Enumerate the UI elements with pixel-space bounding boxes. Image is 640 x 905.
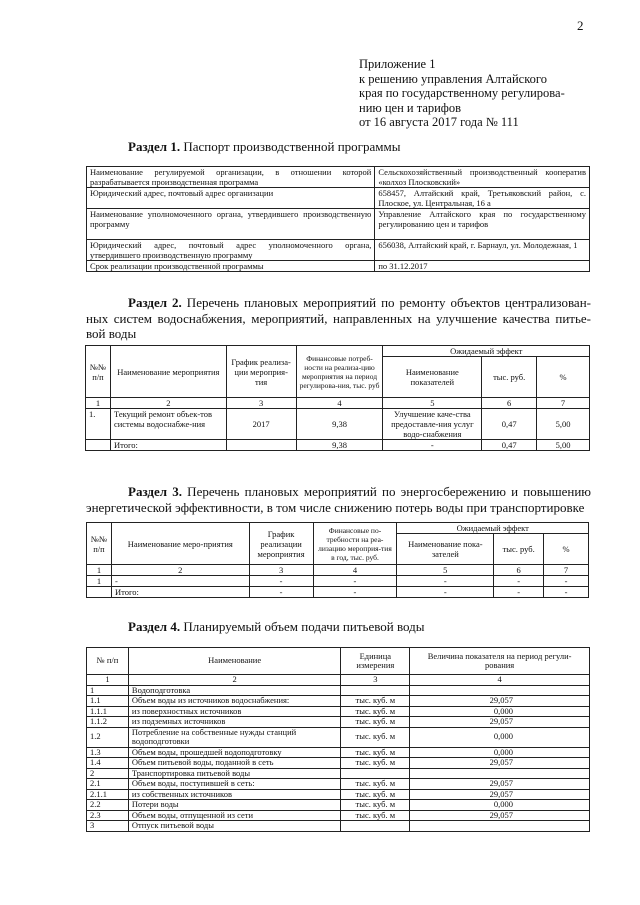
table-cell: тыс. куб. м [341,800,410,811]
page-number: 2 [577,18,584,33]
table-cell: 2 [87,768,129,779]
header-effect: Ожидаемый эффект [383,346,590,357]
table-header-row [87,523,589,534]
table-row [86,409,590,440]
appendix-line: от 16 августа 2017 года № 111 [359,115,519,129]
table-cell: 4 [296,398,383,409]
table-cell: тыс. куб. м [341,706,410,717]
table-cell: 2.2 [87,800,129,811]
table-cell [341,768,410,779]
repair-measures-table [85,345,590,451]
table-cell: 29,057 [410,758,590,769]
table-cell [410,821,590,832]
table-cell: 0,47 [482,409,537,440]
table-cell: 0,000 [410,747,590,758]
table-cell: Юридический адрес, почтовый адрес уполномоченного органа, утвердившего производственную программу [87,240,375,261]
column-number-row [86,398,590,409]
table-cell: 29,057 [410,789,590,800]
table-cell: - [111,576,249,587]
table-cell: 0,000 [410,800,590,811]
table-row [87,779,590,790]
table-cell [410,685,590,696]
table-cell: 6 [494,565,544,576]
table-cell: 5 [397,565,494,576]
table-cell: 3 [341,675,410,686]
table-cell: Объем воды, прошедшей водоподготовку [128,747,340,758]
table-cell: 29,057 [410,810,590,821]
table-cell: 0,000 [410,706,590,717]
table-row [87,696,590,707]
column-number-row [87,675,590,686]
table-cell: 2 [111,565,249,576]
header-schedule: График реализации мероприятия [249,523,313,565]
header-finance: Финансовые по-требности на реа-лизацию мероприя-тия в год, тыс. руб. [313,523,397,565]
table-cell: 5 [383,398,482,409]
table-cell: Транспортировка питьевой воды [128,768,340,779]
table-row [87,188,590,209]
table-cell: Отпуск питьевой воды [128,821,340,832]
table-cell: 2 [128,675,340,686]
table-cell: 9,38 [296,440,383,451]
table-cell: 1.2 [87,727,129,747]
table-row [87,747,590,758]
table-cell: из подземных источников [128,717,340,728]
table-cell: - [397,587,494,598]
table-cell: 5,00 [537,409,590,440]
header-schedule: График реализа-ции мероприя-тия [226,346,296,398]
table-cell: 1 [87,685,129,696]
header-thousand: тыс. руб. [482,357,537,398]
table-row [87,706,590,717]
table-row [87,167,590,188]
table-cell: 29,057 [410,717,590,728]
table-cell: Наименование регулируемой организации, в отношении которой разрабатывается производственная программа [87,167,375,188]
table-row [87,800,590,811]
header-thousand: тыс. руб. [494,534,544,565]
table-row [87,768,590,779]
table-cell: 1.3 [87,747,129,758]
table-cell: - [249,576,313,587]
table-cell: - [383,440,482,451]
table-cell: - [494,576,544,587]
table-cell: - [544,587,589,598]
table-cell: 1.1.2 [87,717,129,728]
table-cell: 29,057 [410,696,590,707]
table-cell: Объем воды, поступившей в сеть: [128,779,340,790]
table-cell [341,685,410,696]
table-cell: тыс. куб. м [341,727,410,747]
table-row [87,810,590,821]
table-row [87,821,590,832]
table-cell: 1.1 [87,696,129,707]
appendix-line: Приложение 1 [359,57,436,71]
table-cell: 3 [249,565,313,576]
table-cell: 2.1 [87,779,129,790]
table-cell: 3 [87,821,129,832]
table-cell: 29,057 [410,779,590,790]
header-name: Наименование мероприятия [110,346,226,398]
table-row [87,685,590,696]
table-cell: 1 [87,576,112,587]
total-row [86,440,590,451]
header-unit: Единица измерения [341,648,410,675]
table-cell: Потери воды [128,800,340,811]
appendix-line: нию цен и тарифов [359,100,462,115]
table-cell: 5,00 [537,440,590,451]
table-cell: 3 [226,398,296,409]
table-cell: 1.1.1 [87,706,129,717]
table-cell: Итого: [111,587,249,598]
table-cell: Юридический адрес, почтовый адрес организации [87,188,375,209]
table-cell: - [397,576,494,587]
header-num: №№ п/п [86,346,111,398]
section2-title: Раздел 2. Перечень плановых мероприятий по ремонту объектов централизован-ных систем водоснабжения, мероприятий, направленных на улучшение качества питье-вой воды [86,295,591,341]
table-cell: 9,38 [296,409,383,440]
table-row [87,261,590,272]
table-cell: 7 [537,398,590,409]
header-indicator: Наименование пока-зателей [397,534,494,565]
table-cell: 0,000 [410,727,590,747]
table-cell: тыс. куб. м [341,789,410,800]
table-cell: Текущий ремонт объек-тов системы водоснабже-ния [110,409,226,440]
table-cell: Сельскохозяйственный производственный кооператив «колхоз Плосковский» [375,167,590,188]
appendix-line: края по государственному регулирова- [359,86,565,100]
table-cell: 1. [86,409,111,440]
table-cell: 1 [86,398,111,409]
table-cell: тыс. куб. м [341,747,410,758]
table-header-row [86,346,590,357]
header-effect: Ожидаемый эффект [397,523,589,534]
table-cell: 7 [544,565,589,576]
table-cell: 2.1.1 [87,789,129,800]
table-cell: - [544,576,589,587]
table-row [87,576,589,587]
table-cell: тыс. куб. м [341,758,410,769]
table-cell [226,440,296,451]
table-cell: из собственных источников [128,789,340,800]
table-cell: Управление Алтайского края по государственному регулированию цен и тарифов [375,209,590,240]
table-cell [341,821,410,832]
table-row [87,758,590,769]
header-num: №№ п/п [87,523,112,565]
header-name: Наименование меро-приятия [111,523,249,565]
table-cell: 6 [482,398,537,409]
header-finance: Финансовые потреб-ности на реализа-цию мероприятия на период регулирова-ния, тыс. руб [296,346,383,398]
table-cell: 4 [410,675,590,686]
column-number-row [87,565,589,576]
table-cell: 1.4 [87,758,129,769]
table-cell: 2.3 [87,810,129,821]
table-cell: Срок реализации производственной программы [87,261,375,272]
table-row [87,209,590,240]
table-cell [87,587,112,598]
table-row [87,789,590,800]
header-value: Величина показателя на период регули-рования [410,648,590,675]
table-row [87,727,590,747]
table-cell: Улучшение каче-ства предоставле-ния услуг водо-снабжения [383,409,482,440]
table-cell: тыс. куб. м [341,779,410,790]
table-header-row [87,648,590,675]
header-num: № п/п [87,648,129,675]
table-cell: - [313,576,397,587]
passport-table [86,166,590,272]
appendix-header [359,57,589,130]
table-cell: Потребление на собственные нужды станций водоподготовки [128,727,340,747]
table-cell [86,440,111,451]
header-percent: % [537,357,590,398]
section4-title: Раздел 4. Планируемый объем подачи питьевой воды [128,619,425,634]
table-cell: 4 [313,565,397,576]
table-cell: 656038, Алтайский край, г. Барнаул, ул. Молодежная, 1 [375,240,590,261]
section1-title: Раздел 1. Паспорт производственной программы [128,139,401,154]
appendix-line: к решению управления Алтайского [359,71,547,86]
table-cell: 658457, Алтайский край, Третьяковский район, с. Плоское, ул. Центральная, 16 а [375,188,590,209]
energy-saving-table [86,522,589,598]
table-cell: 0,47 [482,440,537,451]
table-cell: Объем питьевой воды, поданной в сеть [128,758,340,769]
table-cell: Наименование уполномоченного органа, утвердившего производственную программу [87,209,375,240]
section3-title: Раздел 3. Перечень плановых мероприятий по энергосбережению и повышению энергетической эффективности, в том числе снижению потерь воды при транспортировке [86,484,591,515]
table-cell: Итого: [110,440,226,451]
header-indicator: Наименование показателей [383,357,482,398]
table-cell: 1 [87,675,129,686]
water-supply-table [86,647,590,832]
table-cell: по 31.12.2017 [375,261,590,272]
table-cell: Объем воды, отпущенной из сети [128,810,340,821]
total-row [87,587,589,598]
table-row [87,717,590,728]
table-cell: 2017 [226,409,296,440]
header-name: Наименование [128,648,340,675]
table-cell: - [494,587,544,598]
table-cell: 2 [110,398,226,409]
table-cell: Водоподготовка [128,685,340,696]
header-percent: % [544,534,589,565]
table-cell: тыс. куб. м [341,696,410,707]
table-cell [410,768,590,779]
table-row [87,240,590,261]
table-cell: - [313,587,397,598]
table-cell: - [249,587,313,598]
table-cell: из поверхностных источников [128,706,340,717]
table-cell: тыс. куб. м [341,717,410,728]
table-cell: тыс. куб. м [341,810,410,821]
table-cell: Объем воды из источников водоснабжения: [128,696,340,707]
table-cell: 1 [87,565,112,576]
